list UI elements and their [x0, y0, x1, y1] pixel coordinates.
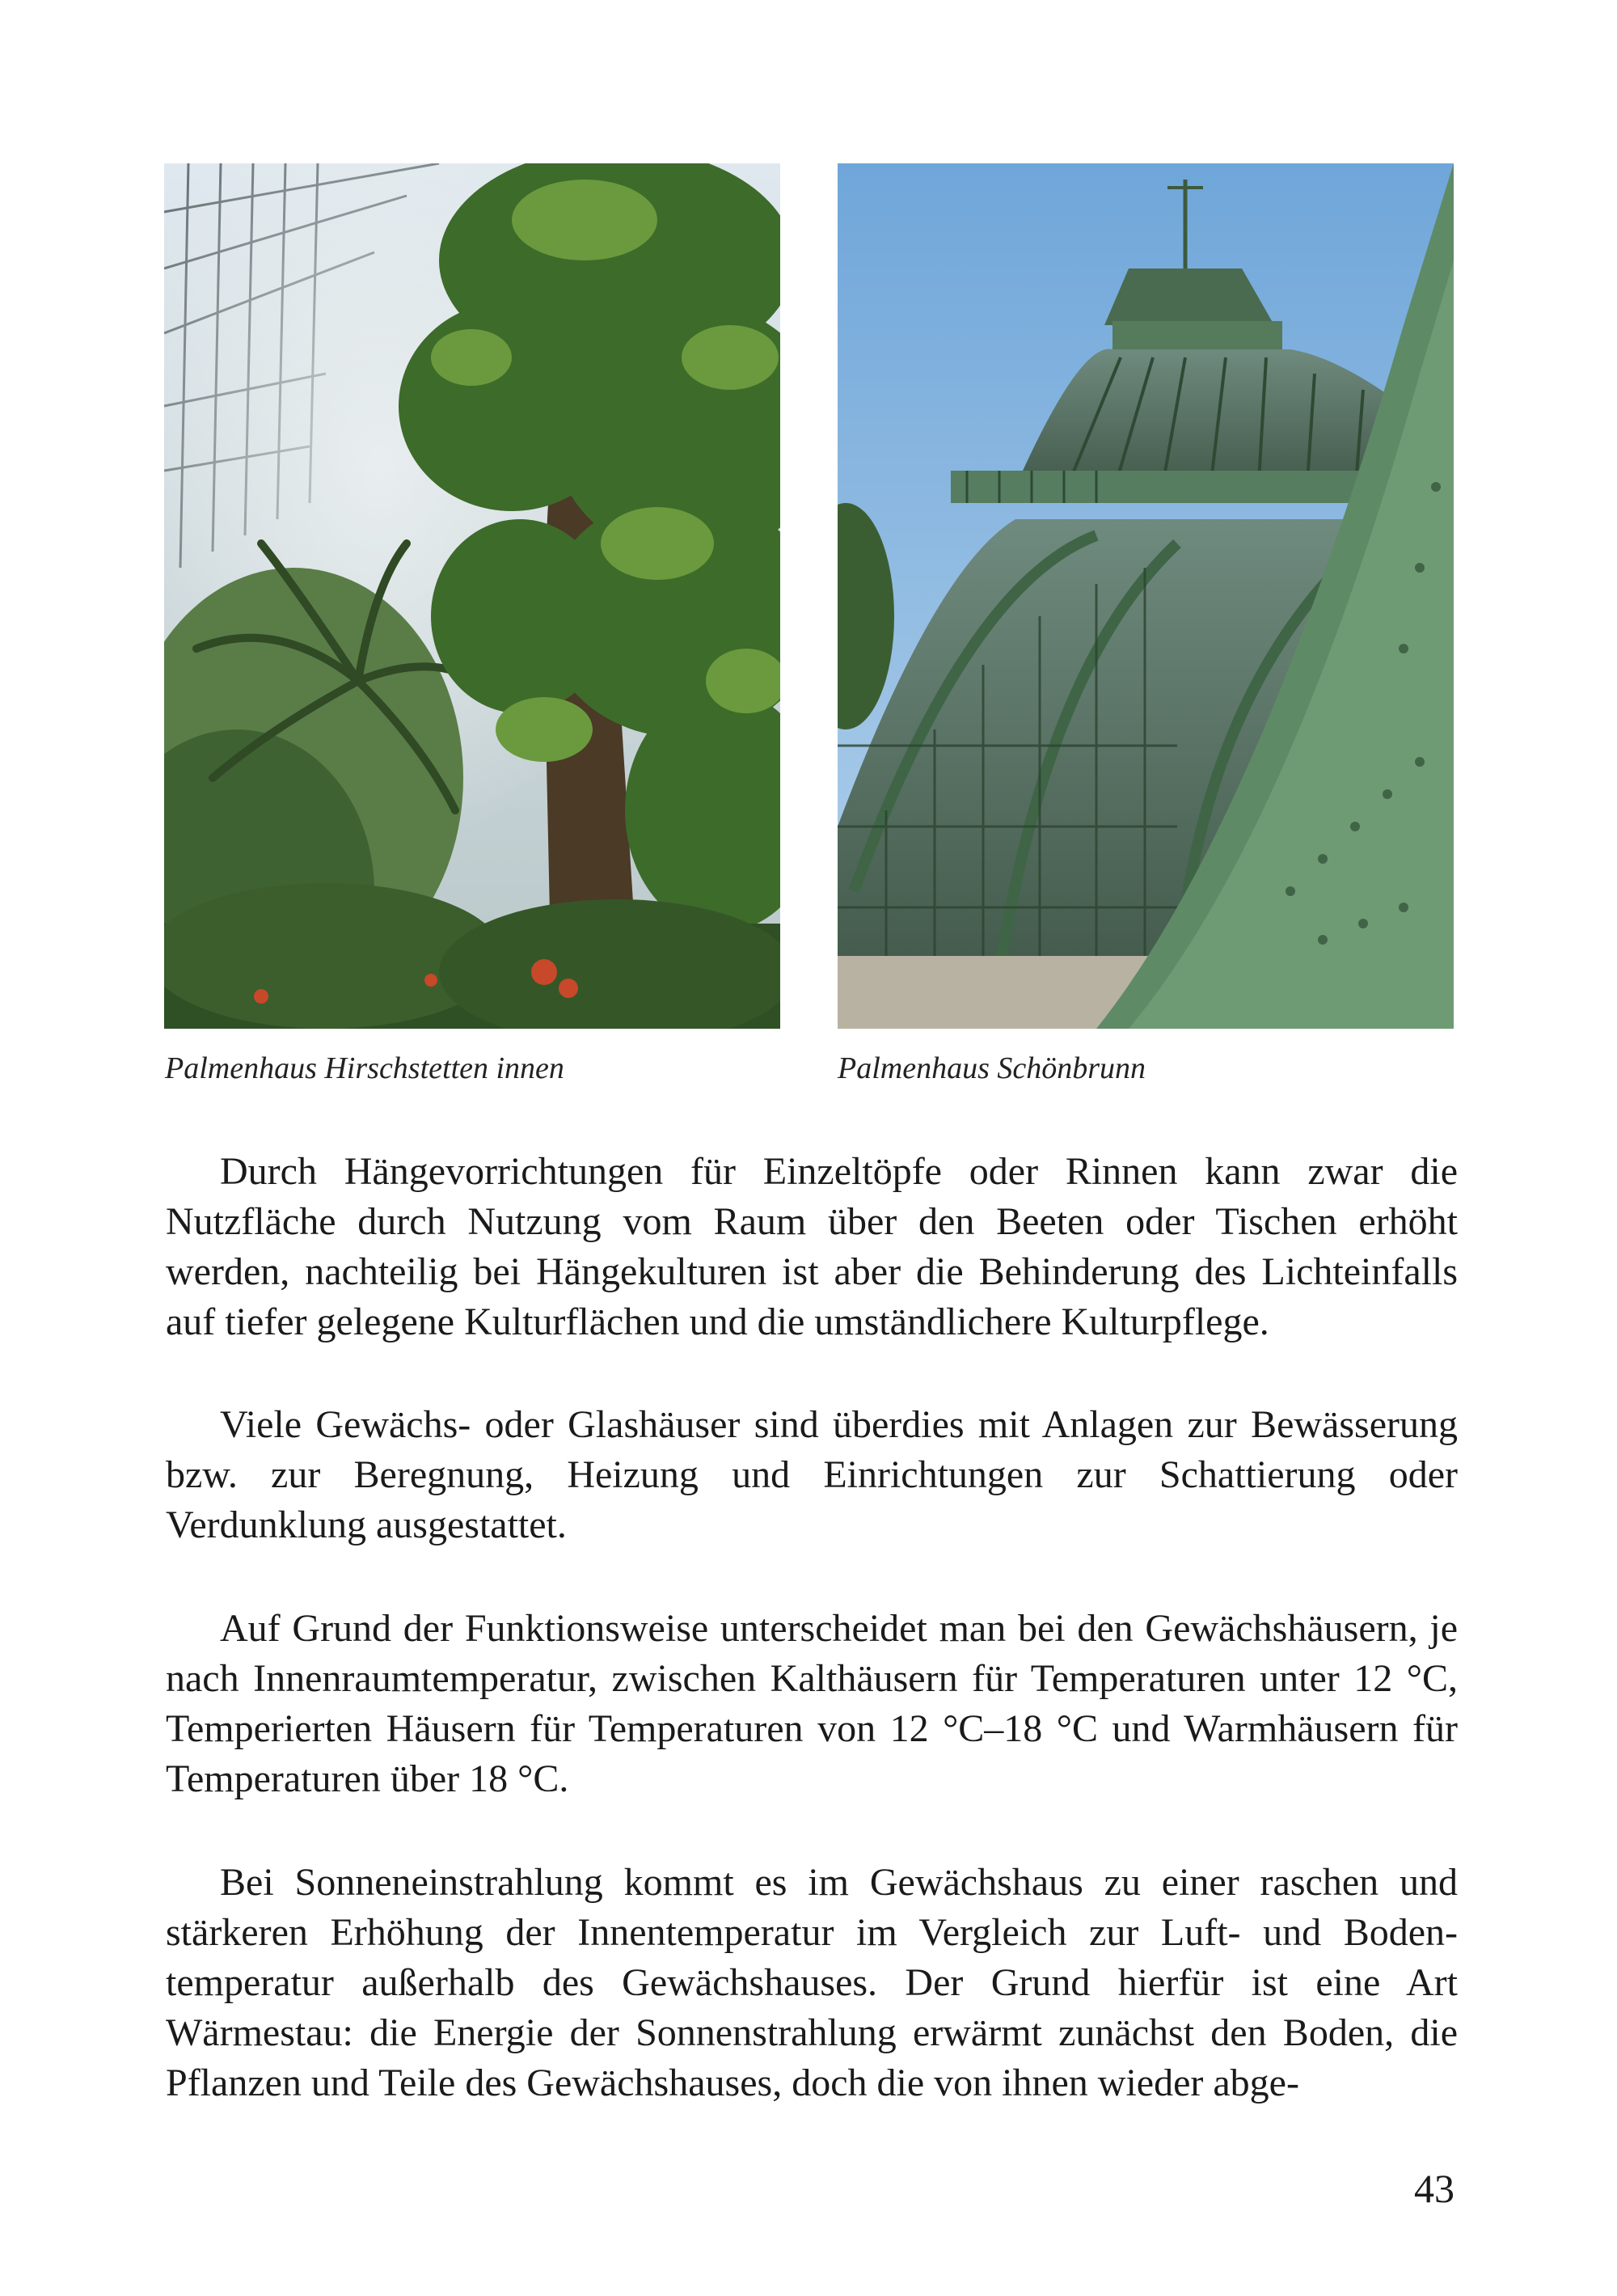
paragraph-sonneneinstrahlung	[166, 1858, 1458, 2108]
paragraph-haengevorrichtungen	[166, 1147, 1458, 1347]
photo-palmenhaus-hirschstetten	[164, 163, 780, 1029]
paragraph-funktionsweise	[166, 1604, 1458, 1804]
greenhouse-interior-image	[164, 163, 780, 1029]
figure-caption-left: Palmenhaus Hirschstetten innen	[165, 1051, 564, 1085]
figure-caption-right: Palmenhaus Schönbrunn	[838, 1051, 1146, 1085]
paragraph-text: Auf Grund der Funktionsweise unterscheidet man bei den Gewächshäusern, je nach Innenraumtemperatur, zwischen Kalthäusern für Temperaturen unter 12 °C, Temperierten Häusern für Temperaturen von 12 °C–18 °C und Warmhäusern für Temperaturen über 18 °C.	[166, 1607, 1458, 1800]
page-number: 43	[1414, 2166, 1454, 2211]
paragraph-text: Viele Gewächs- oder Glashäuser sind überdies mit Anlagen zur Bewässerung bzw. zur Beregnung, Heizung und Einrichtungen zur Schattierung oder Verdunklung ausgestattet.	[166, 1403, 1458, 1546]
paragraph-text: Bei Sonneneinstrahlung kommt es im Gewächshaus zu einer raschen und stärkeren Erhöhung der Innentemperatur im Vergleich zur Luft- und Bodentemperatur außerhalb des Gewächshauses. Der Grund hierfür ist eine Art Wärmestau: die Energie der Sonnenstrahlung erwärmt zunächst den Boden, die Pflanzen und Teile des Gewächshauses, doch die von ihnen wieder abge-	[166, 1861, 1458, 2104]
paragraph-ausstattung	[166, 1400, 1458, 1550]
greenhouse-exterior-image	[838, 163, 1454, 1029]
photo-palmenhaus-schoenbrunn	[838, 163, 1454, 1029]
paragraph-text: Durch Hängevorrichtungen für Einzeltöpfe oder Rinnen kann zwar die Nutzfläche durch Nutzung vom Raum über den Beeten oder Tischen erhöht werden, nachteilig bei Hängekulturen ist aber die Behinderung des Lichteinfalls auf tiefer gelegene Kulturflächen und die umständlichere Kulturpflege.	[166, 1150, 1458, 1343]
